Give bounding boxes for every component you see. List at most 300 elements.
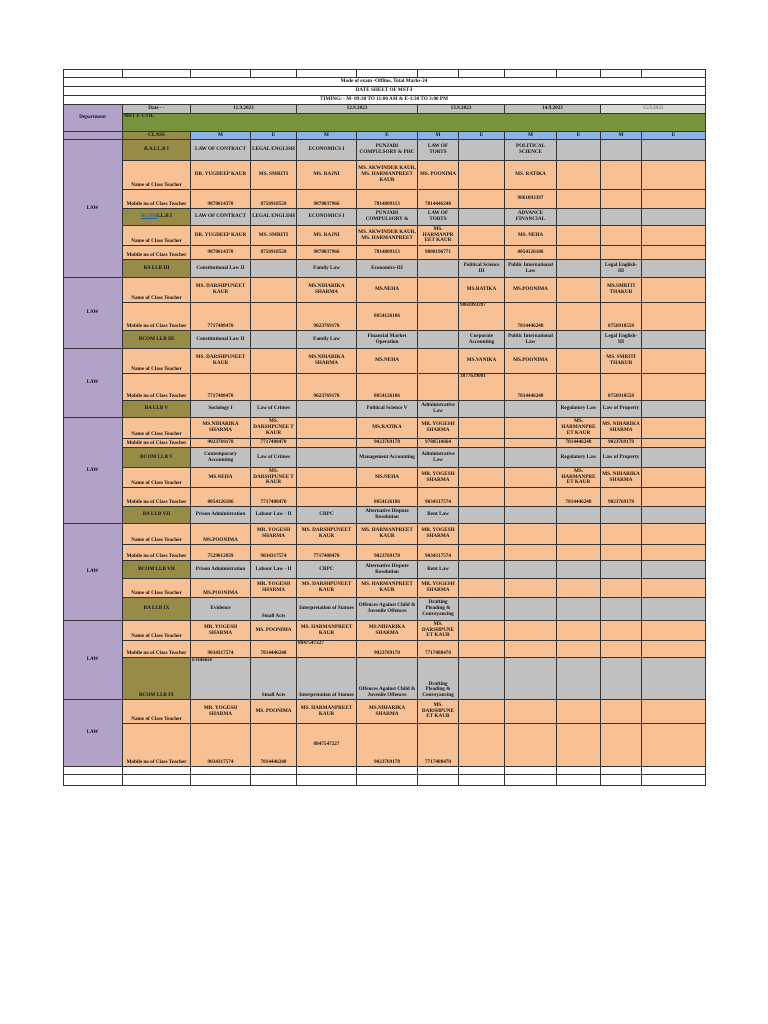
teacher-cell [557,226,601,246]
mobile-cell: 9023769178 [297,374,357,401]
teacher-cell [642,621,706,641]
teacher-cell: MS. DARSHPUNE ET KAUR [418,621,459,641]
mobile-cell [642,303,706,331]
subject-cell [459,209,505,226]
class-name: BCOM LLB IX [123,658,191,700]
teacher-label: Name of Class Teacher [123,524,191,545]
mobile-cell: 9878037966 [297,246,357,260]
teacher-cell [459,226,505,246]
subject-cell: Law of Property [601,448,642,468]
subject-cell: Legal English-III [601,260,642,278]
subject-cell [418,260,459,278]
class-name: BCOM LLB VII [123,561,191,579]
subject-cell: Offences Against Child & Juvenile Offences [357,598,418,621]
subject-cell: ECONOMICS I [297,140,357,161]
subject-cell: Small Acts [251,598,297,621]
session-header: E [459,132,505,140]
mobile-cell [505,439,557,448]
mobile-cell: 7814446248 [251,724,297,767]
teacher-cell: MS. AKWINDER KAUR, MS. HARMANPREET [357,226,418,246]
mobile-cell: 7717488470 [191,303,251,331]
subject-cell [505,658,557,700]
teacher-cell: DR. YUGDEEP KAUR [191,161,251,190]
subject-cell: Political Science III [459,260,505,278]
class-name: BCOM LLB III [123,331,191,349]
subject-cell: LEGAL ENGLISH [251,140,297,161]
subject-cell [642,658,706,700]
subject-cell [642,507,706,524]
teacher-cell [459,161,505,190]
teacher-cell: MS.RATIKA [459,278,505,303]
class-name-suffix: LL.B I [157,213,173,220]
teacher-cell: MS.NEHA [357,349,418,374]
teacher-cell [601,524,642,545]
teacher-cell: MS. RAJNI [297,226,357,246]
date-13-9-2023: 13.9.2023 [418,105,505,114]
subject-cell: Small Acts [251,658,297,700]
teacher-cell [601,226,642,246]
mobile-cell [557,374,601,401]
mobile-cell [557,724,601,767]
blank-cell [459,767,505,775]
teacher-cell: MS.NEHA [191,468,251,488]
teacher-cell: MS. DARSHPUNEET KAUR [297,579,357,598]
subject-cell [297,448,357,468]
blank-cell [557,767,601,775]
blank-cell [459,775,505,786]
teacher-cell [557,524,601,545]
blank-cell [123,775,191,786]
subject-cell: Administrative Law [418,448,459,468]
subject-cell: POLITICAL SCIENCE [505,140,557,161]
mobile-cell: 9023769178 [297,303,357,331]
teacher-cell [459,700,505,724]
teacher-cell: MS. SMRITI [251,226,297,246]
mobile-cell [642,641,706,658]
blank-cell [297,775,357,786]
teacher-cell: MS. DARSHPUNEET KAUR [191,349,251,374]
session-header: M [191,132,251,140]
teacher-cell: MS. AKWINDER KAUR, MS. HARMANPREET KAUR [357,161,418,190]
teacher-cell: MR. YOGESH SHARMA [191,700,251,724]
subject-cell: Economics-III [357,260,418,278]
mobile-cell [505,724,557,767]
teacher-cell: MS. POONIMA [251,621,297,641]
teacher-cell [557,621,601,641]
blank-cell [297,767,357,775]
top-blank-cell [191,69,251,78]
top-blank-cell [357,69,418,78]
mobile-cell: 9023769178 [357,641,418,658]
teacher-cell [251,349,297,374]
subject-cell: Drafting Pleading & Conveyancing [418,658,459,700]
subject-cell [557,331,601,349]
mobile-cell [251,374,297,401]
top-blank-cell [297,69,357,78]
date-12-9-2023: 12.9.2023 [297,105,418,114]
teacher-label: Name of Class Teacher [123,226,191,246]
mobile-cell: 7814446248 [557,488,601,507]
subject-cell: Prison Administration [191,561,251,579]
mobile-cell: 9878037966 [297,190,357,209]
subject-cell: LAW OF TORTS [418,209,459,226]
mobile-cell [642,724,706,767]
subject-cell: Drafting Pleading & Conveyancing [418,598,459,621]
subject-cell [459,448,505,468]
subject-cell [557,209,601,226]
subject-cell [642,598,706,621]
mobile-cell [557,303,601,331]
department-law: LAW [63,700,123,767]
subject-cell: Labour Law - II [251,507,297,524]
mobile-cell [601,724,642,767]
subject-cell [642,209,706,226]
subject-cell: Regulatory Law [557,401,601,418]
mobile-cell [557,641,601,658]
teacher-cell: MS. DARSHPUNE ET KAUR [418,700,459,724]
subject-cell: Labour Law - II [251,561,297,579]
subject-cell: CRPC [297,507,357,524]
mobile-cell: 8054126186 [357,303,418,331]
mobile-cell [642,374,706,401]
teacher-cell [459,524,505,545]
teacher-label: Name of Class Teacher [123,468,191,488]
teacher-label: Name of Class Teacher [123,278,191,303]
subject-cell [505,598,557,621]
mobile-cell [642,439,706,448]
teacher-label: Name of Class Teacher [123,161,191,190]
top-blank-cell [557,69,601,78]
blank-cell [601,767,642,775]
blank-cell [123,767,191,775]
mobile-cell [642,246,706,260]
subject-cell [459,561,505,579]
teacher-cell: MS. POONIMA [251,700,297,724]
date-14-9-2023: 14.9.2023 [505,105,601,114]
teacher-cell [642,226,706,246]
subject-cell [642,331,706,349]
mobile-cell: 8054126186 [357,488,418,507]
date-11-9-2023: 11.9.2023 [191,105,297,114]
subject-cell [557,140,601,161]
subject-cell: Administrative Law [418,401,459,418]
mobile-cell: 7814809113 [357,190,418,209]
date-15-9-2023: 15.9.2023 [601,105,706,114]
teacher-cell: MS.RATIKA [357,418,418,439]
mobile-cell [297,488,357,507]
top-blank-cell [459,69,505,78]
mobile-cell [505,545,557,561]
mobile-cell: 7814446248 [251,641,297,658]
mobile-cell [459,724,505,767]
mobile-label: Mobile no of Class Teacher [123,641,191,658]
mobile-label: Mobile no of Class Teacher [123,545,191,561]
mobile-cell [601,641,642,658]
teacher-cell: MS.POONIMA [505,349,557,374]
teacher-cell [418,278,459,303]
teacher-cell: MS. NIHARIKA SHARMA [601,468,642,488]
teacher-cell: MS. NIHARIKA SHARMA [601,418,642,439]
subject-cell: Financial Market Operation [357,331,418,349]
department-law: LAW [63,418,123,524]
teacher-cell [297,418,357,439]
mobile-cell: 9023769178 [357,545,418,561]
mobile-label: Mobile no of Class Teacher [123,724,191,767]
mobile-cell: 9780510664 [418,439,459,448]
subject-cell [459,507,505,524]
subject-cell: LAW OF CONTRACT [191,209,251,226]
teacher-cell [505,579,557,598]
mobile-cell [505,488,557,507]
mobile-cell: 8756918558 [251,246,297,260]
teacher-cell: MS. DARSHPUNEE T KAUR [251,468,297,488]
subject-cell: PUNJABI COMPULSORY & [357,209,418,226]
subject-cell: Interpretation of Statues [297,598,357,621]
blank-cell [251,767,297,775]
mobile-cell: 8756918558 [251,190,297,209]
mobile-cell [642,545,706,561]
mobile-cell: 7814809113 [357,246,418,260]
mobile-cell [459,488,505,507]
teacher-cell: MR. YOGESH SHARMA [418,579,459,598]
top-blank-cell [251,69,297,78]
department-law: LAW [63,349,123,418]
mobile-cell: 8756918558 [601,303,642,331]
mobile-cell [642,190,706,209]
teacher-cell [557,349,601,374]
subject-cell: LEGAL ENGLISH [251,209,297,226]
mobile-cell: 8847547227 [297,641,357,658]
teacher-cell: MR. YOGESH SHARMA [191,621,251,641]
teacher-cell [601,161,642,190]
subject-cell: Family Law [297,260,357,278]
mobile-cell: 8847547227 [297,724,357,767]
subject-cell [601,658,642,700]
session-header: E [642,132,706,140]
mobile-cell: 7717488470 [191,374,251,401]
subject-cell: Rent Law [418,507,459,524]
subject-cell: Family Law [297,331,357,349]
teacher-cell: MS. HARMANPREET KAUR [357,579,418,598]
teacher-cell [642,700,706,724]
mobile-cell: 9034317574 [191,641,251,658]
teacher-cell [251,278,297,303]
teacher-cell: MS. HARMANPRE ET KAUR [557,468,601,488]
mobile-cell: 9034317574 [191,724,251,767]
mobile-cell: 9023769178 [601,488,642,507]
mobile-cell: 9034317574 [418,545,459,561]
teacher-cell: MS. NEHA [505,226,557,246]
mobile-cell: 8054126186 [357,374,418,401]
session-header: M [601,132,642,140]
teacher-cell: MS. DARSHPUNEET KAUR [191,278,251,303]
mobile-cell [601,190,642,209]
subject-cell [459,658,505,700]
sheet-title: DATE SHEET OF MST-I [63,87,706,96]
teacher-cell: MS.VANIKA [459,349,505,374]
mobile-cell: 7717488470 [418,724,459,767]
subject-cell [505,507,557,524]
mobile-cell: 9023769178 [601,439,642,448]
teacher-cell: MS.NIHARIKA SHARMA [357,621,418,641]
mobile-cell [557,246,601,260]
department-law: LAW [63,278,123,349]
subject-cell [601,507,642,524]
mobile-cell [505,641,557,658]
subject-cell: Evidence [191,598,251,621]
class-name: BCOM LLB V [123,448,191,468]
teacher-cell [601,621,642,641]
timing-text: TIMING: - M- 09:30 TO 11:00 AM & E-1:30 TO 3:00 PM [63,96,706,105]
teacher-cell: MR. YOGESH SHARMA [418,468,459,488]
teacher-label: Name of Class Teacher [123,579,191,598]
subject-cell [505,561,557,579]
teacher-cell: MS. RAJNI [297,161,357,190]
mobile-cell [459,439,505,448]
mobile-cell: 9023769178 [357,439,418,448]
subject-cell [251,331,297,349]
subject-cell [459,598,505,621]
mobile-cell [601,545,642,561]
class-name: BA LLB VII [123,507,191,524]
class-name: BA LLB V [123,401,191,418]
mobile-cell: 9861093397 [505,190,557,209]
mobile-cell [297,439,357,448]
subject-cell: Interpretation of Statues [297,658,357,700]
mobile-label: Mobile no of Class Teacher [123,303,191,331]
blank-cell [601,775,642,786]
subject-cell [557,507,601,524]
mobile-cell: 7717488470 [297,545,357,561]
mobile-cell [459,641,505,658]
subject-cell [557,598,601,621]
subject-cell [505,448,557,468]
mobile-cell: 7814446248 [505,303,557,331]
teacher-cell: MS. POONIMA [418,161,459,190]
department-law: LAW [63,621,123,700]
subject-cell [459,401,505,418]
mobile-cell: 7814446248 [418,190,459,209]
blank-cell [505,767,557,775]
mobile-cell: 8756918558 [601,374,642,401]
subject-cell: Public International Law [505,260,557,278]
subject-cell: PUNJABI COMPULSORY & PHC [357,140,418,161]
subject-cell: Law of Crimes [251,448,297,468]
mobile-label: Mobile no of Class Teacher [123,190,191,209]
mobile-cell: 9861093397 [459,303,505,331]
subject-cell: Alternative Dispute Resolution [357,507,418,524]
blank-cell [418,775,459,786]
subject-cell [459,140,505,161]
mobile-cell: 9034317574 [418,488,459,507]
subject-cell [418,331,459,349]
teacher-cell [557,700,601,724]
subject-cell [601,209,642,226]
teacher-cell [642,524,706,545]
teacher-cell: MS. HARMANPRE ET KAUR [557,418,601,439]
teacher-cell [459,468,505,488]
teacher-label: Name of Class Teacher [123,349,191,374]
mobile-cell: 9878614378 [191,190,251,209]
department-spacer [63,132,123,140]
session-header: E [251,132,297,140]
teacher-label: Name of Class Teacher [123,418,191,439]
teacher-label: Name of Class Teacher [123,621,191,641]
top-blank-cell [642,69,706,78]
department-law: LAW [63,140,123,278]
blank-cell [63,767,123,775]
teacher-cell [418,349,459,374]
teacher-cell [642,418,706,439]
mobile-label: Mobile no of Class Teacher [123,246,191,260]
teacher-cell [459,418,505,439]
mobile-label: Mobile no of Class Teacher [123,439,191,448]
teacher-cell: MS. SMRITI THAKUR [601,349,642,374]
teacher-cell [642,579,706,598]
teacher-cell: MR. YOGESH SHARMA [251,524,297,545]
subject-cell: Contemporary Accounting [191,448,251,468]
mobile-cell [418,303,459,331]
subject-cell: Regulatory Law [557,448,601,468]
teacher-cell: MR. YOGESH SHARMA [251,579,297,598]
subject-cell [642,260,706,278]
mobile-cell: 8054126186 [191,488,251,507]
mobile-cell [601,246,642,260]
blank-cell [357,767,418,775]
teacher-cell: MS.NEHA [357,468,418,488]
subject-cell [601,140,642,161]
teacher-cell: MS.POONIMA [191,524,251,545]
subject-cell [642,448,706,468]
class-name: BA LLB IX [123,598,191,621]
teacher-cell [642,349,706,374]
top-blank-cell [505,69,557,78]
teacher-cell [297,468,357,488]
session-header: M [297,132,357,140]
teacher-cell: MS.NIHARIKA SHARMA [297,278,357,303]
teacher-cell [557,161,601,190]
teacher-cell: MS. SMRITI [251,161,297,190]
subject-cell [601,561,642,579]
mobile-cell: 7814446248 [505,374,557,401]
subject-cell: Political Science V [357,401,418,418]
mobile-cell: 9878614378 [191,246,251,260]
top-blank-cell [63,69,123,78]
subject-cell: Constitutional Law II [191,260,251,278]
mobile-cell: 9888196771 [418,246,459,260]
session-header: M [418,132,459,140]
subject-cell: CRPC [297,561,357,579]
subject-cell: Sociology I [191,401,251,418]
class-name-link[interactable]: BCOM [140,213,158,220]
blank-cell [191,767,251,775]
mobile-cell: 9023769178 [357,724,418,767]
teacher-cell: MS. HARMANPREET KAUR [357,524,418,545]
teacher-cell [505,700,557,724]
subject-cell [505,401,557,418]
date-sheet-table [63,69,706,786]
subject-cell: Prison Administration [191,507,251,524]
top-blank-cell [418,69,459,78]
mobile-label: Mobile no of Class Teacher [123,374,191,401]
session-header: E [557,132,601,140]
teacher-cell: MS. RATIKA [505,161,557,190]
teacher-cell [642,161,706,190]
class-name: B.A.LL.B I [123,140,191,161]
mobile-cell [459,246,505,260]
top-blank-cell [601,69,642,78]
mobile-cell: 7717488470 [251,488,297,507]
